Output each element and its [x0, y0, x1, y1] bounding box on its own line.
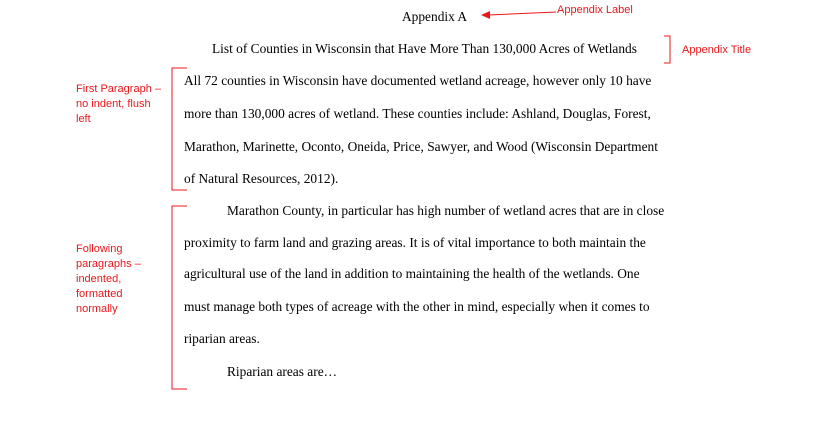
- label-arrow-line: [488, 12, 556, 15]
- first-paragraph-note: First Paragraph – no indent, flush left: [76, 83, 161, 125]
- paragraph-line: All 72 counties in Wisconsin have documented wetland acreage, however only 10 have: [184, 73, 652, 88]
- paragraph-line: Marathon County, in particular has high number of wetland acres that are in close: [227, 203, 665, 218]
- paragraph-line: proximity to farm land and grazing areas. It is of vital importance to both maintain the: [184, 235, 646, 250]
- appendix-label-note: Appendix Label: [557, 4, 633, 16]
- paragraph-line: more than 130,000 acres of wetland. These counties include: Ashland, Douglas, Forest,: [184, 106, 651, 121]
- paragraph-line: riparian areas.: [184, 331, 260, 346]
- label-arrow-head: [481, 11, 490, 19]
- paragraph-line: Marathon, Marinette, Oconto, Oneida, Price, Sawyer, and Wood (Wisconsin Department: [184, 139, 658, 154]
- appendix-title-note: Appendix Title: [682, 44, 752, 56]
- appendix-label: Appendix A: [402, 9, 468, 24]
- appendix-title: List of Counties in Wisconsin that Have More Than 130,000 Acres of Wetlands: [212, 41, 637, 56]
- following-paragraphs-bracket: [172, 206, 187, 389]
- paragraph-line: agricultural use of the land in addition to maintaining the health of the wetlands. One: [184, 266, 640, 281]
- first-paragraph-bracket: [172, 68, 187, 190]
- title-bracket: [664, 36, 670, 63]
- paragraph-line: of Natural Resources, 2012).: [184, 171, 339, 186]
- paragraph-line: must manage both types of acreage with the other in mind, especially when it comes to: [184, 299, 650, 314]
- third-paragraph: Riparian areas are…: [227, 364, 338, 379]
- following-paragraphs-note: Following paragraphs – indented, formatted normally: [76, 243, 141, 315]
